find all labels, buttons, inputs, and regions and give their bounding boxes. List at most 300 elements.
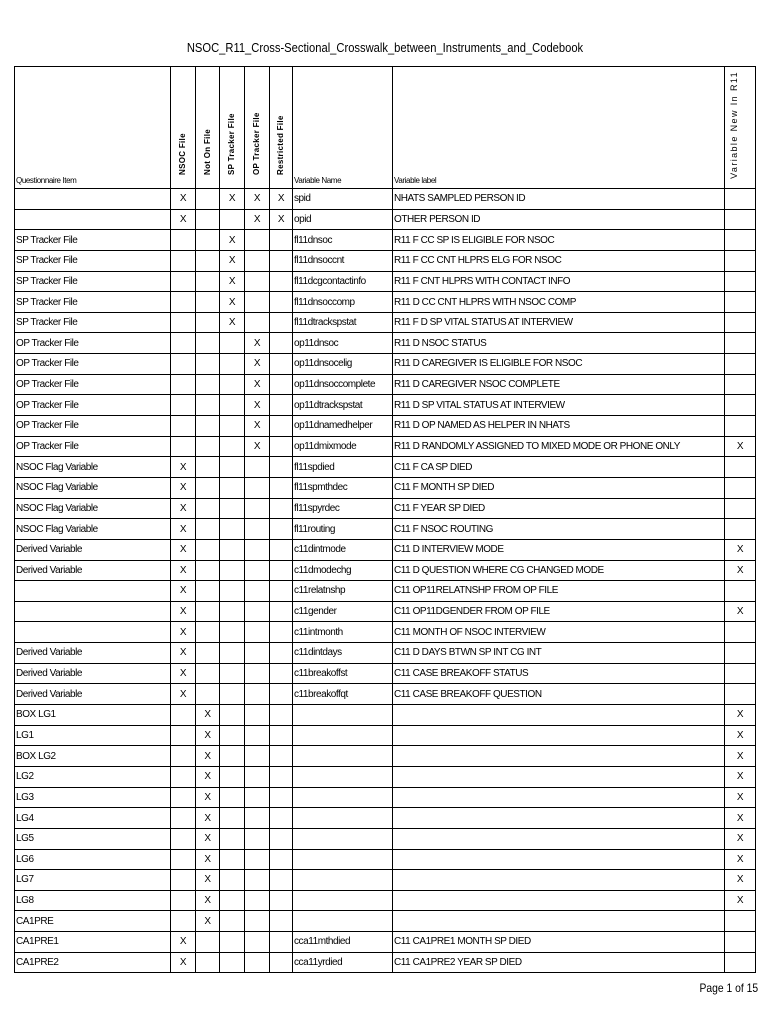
cell-restricted-file: X bbox=[270, 189, 293, 210]
cell-questionnaire-item: LG2 bbox=[15, 766, 171, 787]
header-op-tracker-file-label: OP Tracker File bbox=[252, 112, 261, 175]
cell-variable-name bbox=[293, 890, 393, 911]
cell-variable-label: R11 F CNT HLPRS WITH CONTACT INFO bbox=[393, 271, 725, 292]
cell-nsoc-file bbox=[171, 271, 196, 292]
cell-restricted-file bbox=[270, 952, 293, 973]
cell-not-on-file bbox=[196, 189, 220, 210]
cell-nsoc-file: X bbox=[171, 932, 196, 953]
table-row bbox=[15, 952, 756, 973]
cell-restricted-file bbox=[270, 312, 293, 333]
cell-variable-new bbox=[725, 271, 756, 292]
cell-variable-new bbox=[725, 333, 756, 354]
cell-nsoc-file bbox=[171, 725, 196, 746]
cell-questionnaire-item: CA1PRE bbox=[15, 911, 171, 932]
cell-variable-new bbox=[725, 230, 756, 251]
cell-sp-tracker-file bbox=[220, 684, 245, 705]
cell-op-tracker-file bbox=[245, 477, 270, 498]
cell-variable-name: opid bbox=[293, 209, 393, 230]
cell-not-on-file bbox=[196, 292, 220, 313]
table-row bbox=[15, 932, 756, 953]
cell-nsoc-file: X bbox=[171, 519, 196, 540]
cell-sp-tracker-file bbox=[220, 581, 245, 602]
cell-op-tracker-file bbox=[245, 870, 270, 891]
table-row bbox=[15, 457, 756, 478]
cell-restricted-file bbox=[270, 663, 293, 684]
cell-variable-new bbox=[725, 952, 756, 973]
cell-questionnaire-item: Derived Variable bbox=[15, 539, 171, 560]
cell-variable-new bbox=[725, 622, 756, 643]
cell-restricted-file bbox=[270, 746, 293, 767]
cell-restricted-file bbox=[270, 766, 293, 787]
header-questionnaire-item: Questionnaire Item bbox=[15, 67, 171, 189]
cell-restricted-file bbox=[270, 705, 293, 726]
cell-op-tracker-file bbox=[245, 230, 270, 251]
cell-sp-tracker-file bbox=[220, 477, 245, 498]
header-variable-new-label: Variable New In R11 bbox=[729, 71, 739, 179]
header-sp-tracker-file bbox=[220, 67, 245, 189]
cell-variable-label bbox=[393, 890, 725, 911]
cell-variable-new: X bbox=[725, 870, 756, 891]
cell-op-tracker-file bbox=[245, 250, 270, 271]
cell-not-on-file: X bbox=[196, 849, 220, 870]
cell-op-tracker-file bbox=[245, 787, 270, 808]
cell-questionnaire-item: LG7 bbox=[15, 870, 171, 891]
table-row bbox=[15, 312, 756, 333]
cell-variable-label: C11 F NSOC ROUTING bbox=[393, 519, 725, 540]
cell-questionnaire-item: BOX LG2 bbox=[15, 746, 171, 767]
cell-not-on-file bbox=[196, 271, 220, 292]
cell-sp-tracker-file bbox=[220, 622, 245, 643]
cell-questionnaire-item bbox=[15, 601, 171, 622]
cell-sp-tracker-file bbox=[220, 849, 245, 870]
cell-questionnaire-item: CA1PRE2 bbox=[15, 952, 171, 973]
cell-questionnaire-item: Derived Variable bbox=[15, 643, 171, 664]
table-row bbox=[15, 230, 756, 251]
cell-not-on-file bbox=[196, 663, 220, 684]
cell-questionnaire-item: OP Tracker File bbox=[15, 416, 171, 437]
cell-variable-name bbox=[293, 911, 393, 932]
cell-variable-new: X bbox=[725, 539, 756, 560]
header-restricted-file bbox=[270, 67, 293, 189]
table-row bbox=[15, 766, 756, 787]
cell-restricted-file bbox=[270, 477, 293, 498]
cell-not-on-file bbox=[196, 539, 220, 560]
cell-variable-name bbox=[293, 849, 393, 870]
cell-nsoc-file: X bbox=[171, 209, 196, 230]
cell-nsoc-file bbox=[171, 230, 196, 251]
cell-nsoc-file bbox=[171, 705, 196, 726]
cell-variable-label bbox=[393, 705, 725, 726]
cell-variable-new bbox=[725, 643, 756, 664]
cell-nsoc-file bbox=[171, 416, 196, 437]
cell-op-tracker-file: X bbox=[245, 416, 270, 437]
cell-op-tracker-file bbox=[245, 292, 270, 313]
cell-variable-name: c11intmonth bbox=[293, 622, 393, 643]
cell-sp-tracker-file bbox=[220, 952, 245, 973]
cell-op-tracker-file bbox=[245, 746, 270, 767]
table-row bbox=[15, 828, 756, 849]
cell-sp-tracker-file bbox=[220, 601, 245, 622]
cell-variable-name: op11dnsocelig bbox=[293, 354, 393, 375]
cell-op-tracker-file: X bbox=[245, 209, 270, 230]
cell-questionnaire-item: Derived Variable bbox=[15, 560, 171, 581]
cell-sp-tracker-file: X bbox=[220, 250, 245, 271]
cell-restricted-file bbox=[270, 539, 293, 560]
cell-variable-label bbox=[393, 746, 725, 767]
cell-nsoc-file bbox=[171, 312, 196, 333]
table-row bbox=[15, 395, 756, 416]
cell-variable-new bbox=[725, 292, 756, 313]
cell-nsoc-file: X bbox=[171, 622, 196, 643]
cell-sp-tracker-file bbox=[220, 828, 245, 849]
cell-not-on-file bbox=[196, 312, 220, 333]
cell-op-tracker-file bbox=[245, 725, 270, 746]
cell-variable-label: R11 D SP VITAL STATUS AT INTERVIEW bbox=[393, 395, 725, 416]
cell-variable-name: op11dmixmode bbox=[293, 436, 393, 457]
table-row bbox=[15, 705, 756, 726]
cell-variable-name bbox=[293, 766, 393, 787]
cell-variable-new bbox=[725, 312, 756, 333]
cell-sp-tracker-file bbox=[220, 354, 245, 375]
cell-questionnaire-item: OP Tracker File bbox=[15, 395, 171, 416]
cell-op-tracker-file bbox=[245, 601, 270, 622]
cell-sp-tracker-file bbox=[220, 395, 245, 416]
cell-restricted-file bbox=[270, 684, 293, 705]
cell-not-on-file bbox=[196, 209, 220, 230]
cell-sp-tracker-file bbox=[220, 539, 245, 560]
cell-nsoc-file bbox=[171, 746, 196, 767]
cell-variable-label bbox=[393, 828, 725, 849]
header-variable-label: Variable label bbox=[393, 67, 725, 189]
cell-sp-tracker-file bbox=[220, 436, 245, 457]
cell-variable-name: fl11spdied bbox=[293, 457, 393, 478]
table-row bbox=[15, 539, 756, 560]
cell-questionnaire-item: LG5 bbox=[15, 828, 171, 849]
cell-op-tracker-file bbox=[245, 766, 270, 787]
cell-variable-new bbox=[725, 663, 756, 684]
cell-questionnaire-item: BOX LG1 bbox=[15, 705, 171, 726]
cell-questionnaire-item: OP Tracker File bbox=[15, 374, 171, 395]
cell-variable-new: X bbox=[725, 601, 756, 622]
cell-not-on-file bbox=[196, 416, 220, 437]
cell-variable-new bbox=[725, 581, 756, 602]
cell-restricted-file bbox=[270, 498, 293, 519]
cell-nsoc-file bbox=[171, 333, 196, 354]
cell-restricted-file bbox=[270, 725, 293, 746]
cell-not-on-file bbox=[196, 374, 220, 395]
cell-restricted-file bbox=[270, 828, 293, 849]
cell-variable-name: fl11routing bbox=[293, 519, 393, 540]
cell-nsoc-file bbox=[171, 395, 196, 416]
cell-variable-label bbox=[393, 911, 725, 932]
table-row bbox=[15, 663, 756, 684]
cell-variable-new bbox=[725, 684, 756, 705]
cell-variable-name: cca11yrdied bbox=[293, 952, 393, 973]
cell-variable-label: R11 D OP NAMED AS HELPER IN NHATS bbox=[393, 416, 725, 437]
cell-op-tracker-file bbox=[245, 519, 270, 540]
table-row bbox=[15, 622, 756, 643]
cell-nsoc-file: X bbox=[171, 498, 196, 519]
cell-questionnaire-item: OP Tracker File bbox=[15, 333, 171, 354]
cell-variable-new bbox=[725, 395, 756, 416]
cell-op-tracker-file bbox=[245, 849, 270, 870]
cell-questionnaire-item bbox=[15, 581, 171, 602]
cell-variable-label: C11 CA1PRE2 YEAR SP DIED bbox=[393, 952, 725, 973]
cell-nsoc-file: X bbox=[171, 601, 196, 622]
cell-not-on-file bbox=[196, 436, 220, 457]
cell-variable-new bbox=[725, 250, 756, 271]
cell-variable-new: X bbox=[725, 725, 756, 746]
cell-restricted-file bbox=[270, 622, 293, 643]
cell-op-tracker-file: X bbox=[245, 395, 270, 416]
table-row bbox=[15, 725, 756, 746]
table-row bbox=[15, 643, 756, 664]
cell-not-on-file: X bbox=[196, 870, 220, 891]
cell-sp-tracker-file bbox=[220, 209, 245, 230]
cell-variable-name bbox=[293, 787, 393, 808]
cell-restricted-file bbox=[270, 870, 293, 891]
table-row bbox=[15, 601, 756, 622]
cell-restricted-file bbox=[270, 890, 293, 911]
cell-not-on-file bbox=[196, 230, 220, 251]
crosswalk-table bbox=[14, 66, 756, 973]
page-number: Page 1 of 15 bbox=[699, 981, 758, 995]
cell-questionnaire-item: SP Tracker File bbox=[15, 250, 171, 271]
cell-sp-tracker-file bbox=[220, 560, 245, 581]
cell-variable-new: X bbox=[725, 746, 756, 767]
cell-restricted-file: X bbox=[270, 209, 293, 230]
cell-restricted-file bbox=[270, 601, 293, 622]
cell-questionnaire-item: NSOC Flag Variable bbox=[15, 498, 171, 519]
cell-sp-tracker-file bbox=[220, 643, 245, 664]
cell-op-tracker-file bbox=[245, 271, 270, 292]
cell-variable-label: C11 F YEAR SP DIED bbox=[393, 498, 725, 519]
cell-questionnaire-item: LG3 bbox=[15, 787, 171, 808]
cell-questionnaire-item: NSOC Flag Variable bbox=[15, 457, 171, 478]
cell-variable-label: R11 D CAREGIVER NSOC COMPLETE bbox=[393, 374, 725, 395]
cell-variable-name: c11dmodechg bbox=[293, 560, 393, 581]
table-row bbox=[15, 374, 756, 395]
cell-not-on-file bbox=[196, 622, 220, 643]
cell-questionnaire-item: SP Tracker File bbox=[15, 292, 171, 313]
cell-op-tracker-file bbox=[245, 828, 270, 849]
cell-sp-tracker-file bbox=[220, 787, 245, 808]
table-row bbox=[15, 684, 756, 705]
cell-op-tracker-file bbox=[245, 560, 270, 581]
cell-op-tracker-file bbox=[245, 663, 270, 684]
cell-op-tracker-file: X bbox=[245, 189, 270, 210]
cell-variable-name: c11dintdays bbox=[293, 643, 393, 664]
cell-variable-new: X bbox=[725, 828, 756, 849]
cell-variable-label: C11 OP11DGENDER FROM OP FILE bbox=[393, 601, 725, 622]
cell-nsoc-file: X bbox=[171, 684, 196, 705]
cell-op-tracker-file bbox=[245, 890, 270, 911]
cell-variable-label bbox=[393, 849, 725, 870]
cell-sp-tracker-file bbox=[220, 766, 245, 787]
cell-op-tracker-file bbox=[245, 808, 270, 829]
table-row bbox=[15, 808, 756, 829]
cell-restricted-file bbox=[270, 787, 293, 808]
cell-nsoc-file bbox=[171, 808, 196, 829]
cell-not-on-file: X bbox=[196, 766, 220, 787]
cell-variable-name: op11dnsoccomplete bbox=[293, 374, 393, 395]
cell-variable-name bbox=[293, 870, 393, 891]
cell-not-on-file bbox=[196, 250, 220, 271]
cell-variable-new bbox=[725, 374, 756, 395]
cell-questionnaire-item: OP Tracker File bbox=[15, 354, 171, 375]
cell-restricted-file bbox=[270, 250, 293, 271]
cell-restricted-file bbox=[270, 581, 293, 602]
cell-variable-new bbox=[725, 477, 756, 498]
cell-questionnaire-item: LG6 bbox=[15, 849, 171, 870]
cell-sp-tracker-file bbox=[220, 498, 245, 519]
header-variable-name: Variable Name bbox=[293, 67, 393, 189]
cell-nsoc-file bbox=[171, 250, 196, 271]
cell-op-tracker-file: X bbox=[245, 436, 270, 457]
cell-variable-label: C11 CASE BREAKOFF STATUS bbox=[393, 663, 725, 684]
cell-variable-label bbox=[393, 870, 725, 891]
cell-questionnaire-item bbox=[15, 209, 171, 230]
cell-variable-new: X bbox=[725, 849, 756, 870]
cell-variable-new bbox=[725, 519, 756, 540]
cell-sp-tracker-file bbox=[220, 374, 245, 395]
cell-variable-label bbox=[393, 808, 725, 829]
cell-nsoc-file bbox=[171, 292, 196, 313]
cell-op-tracker-file: X bbox=[245, 354, 270, 375]
cell-not-on-file bbox=[196, 581, 220, 602]
cell-sp-tracker-file bbox=[220, 870, 245, 891]
cell-variable-label bbox=[393, 766, 725, 787]
cell-variable-name: c11gender bbox=[293, 601, 393, 622]
cell-nsoc-file: X bbox=[171, 952, 196, 973]
cell-not-on-file: X bbox=[196, 828, 220, 849]
cell-not-on-file bbox=[196, 333, 220, 354]
cell-sp-tracker-file: X bbox=[220, 292, 245, 313]
cell-variable-name: c11dintmode bbox=[293, 539, 393, 560]
cell-variable-label: R11 D NSOC STATUS bbox=[393, 333, 725, 354]
cell-nsoc-file: X bbox=[171, 560, 196, 581]
cell-sp-tracker-file bbox=[220, 333, 245, 354]
cell-op-tracker-file: X bbox=[245, 333, 270, 354]
table-header-row bbox=[15, 67, 756, 189]
cell-not-on-file bbox=[196, 457, 220, 478]
table-row bbox=[15, 292, 756, 313]
cell-not-on-file bbox=[196, 498, 220, 519]
cell-variable-name: c11relatnshp bbox=[293, 581, 393, 602]
cell-questionnaire-item: SP Tracker File bbox=[15, 312, 171, 333]
cell-restricted-file bbox=[270, 457, 293, 478]
cell-variable-label: C11 D DAYS BTWN SP INT CG INT bbox=[393, 643, 725, 664]
header-restricted-file-label: Restricted File bbox=[276, 115, 285, 175]
cell-variable-name bbox=[293, 828, 393, 849]
cell-restricted-file bbox=[270, 436, 293, 457]
cell-variable-label: C11 F CA SP DIED bbox=[393, 457, 725, 478]
cell-nsoc-file: X bbox=[171, 643, 196, 664]
cell-variable-new bbox=[725, 498, 756, 519]
cell-variable-new: X bbox=[725, 766, 756, 787]
cell-variable-new: X bbox=[725, 890, 756, 911]
cell-sp-tracker-file: X bbox=[220, 189, 245, 210]
table-row bbox=[15, 436, 756, 457]
cell-variable-label: R11 F CC CNT HLPRS ELG FOR NSOC bbox=[393, 250, 725, 271]
cell-nsoc-file bbox=[171, 374, 196, 395]
cell-variable-new bbox=[725, 354, 756, 375]
header-sp-tracker-file-label: SP Tracker File bbox=[227, 113, 236, 175]
header-not-on-file-label: Not On File bbox=[202, 129, 212, 175]
table-row bbox=[15, 581, 756, 602]
cell-questionnaire-item: LG8 bbox=[15, 890, 171, 911]
cell-questionnaire-item: NSOC Flag Variable bbox=[15, 477, 171, 498]
cell-questionnaire-item: SP Tracker File bbox=[15, 230, 171, 251]
cell-nsoc-file bbox=[171, 766, 196, 787]
cell-variable-name bbox=[293, 808, 393, 829]
cell-nsoc-file: X bbox=[171, 457, 196, 478]
cell-variable-name: cca11mthdied bbox=[293, 932, 393, 953]
cell-nsoc-file: X bbox=[171, 477, 196, 498]
cell-not-on-file: X bbox=[196, 787, 220, 808]
cell-nsoc-file bbox=[171, 828, 196, 849]
cell-variable-label: R11 D CC CNT HLPRS WITH NSOC COMP bbox=[393, 292, 725, 313]
cell-questionnaire-item: OP Tracker File bbox=[15, 436, 171, 457]
cell-variable-new bbox=[725, 416, 756, 437]
cell-op-tracker-file bbox=[245, 312, 270, 333]
cell-variable-name: fl11dnsoccomp bbox=[293, 292, 393, 313]
cell-nsoc-file: X bbox=[171, 539, 196, 560]
cell-not-on-file bbox=[196, 643, 220, 664]
cell-variable-label: C11 OP11RELATNSHP FROM OP FILE bbox=[393, 581, 725, 602]
cell-sp-tracker-file bbox=[220, 705, 245, 726]
cell-restricted-file bbox=[270, 333, 293, 354]
header-nsoc-file-label: NSOC File bbox=[178, 133, 187, 175]
cell-restricted-file bbox=[270, 416, 293, 437]
cell-not-on-file bbox=[196, 519, 220, 540]
cell-variable-label bbox=[393, 787, 725, 808]
cell-op-tracker-file bbox=[245, 911, 270, 932]
cell-restricted-file bbox=[270, 292, 293, 313]
cell-op-tracker-file bbox=[245, 684, 270, 705]
cell-nsoc-file bbox=[171, 870, 196, 891]
cell-variable-name: c11breakoffqt bbox=[293, 684, 393, 705]
table-row bbox=[15, 890, 756, 911]
cell-restricted-file bbox=[270, 911, 293, 932]
table-row bbox=[15, 354, 756, 375]
cell-not-on-file bbox=[196, 477, 220, 498]
cell-restricted-file bbox=[270, 643, 293, 664]
header-variable-new bbox=[725, 67, 756, 189]
cell-sp-tracker-file bbox=[220, 932, 245, 953]
cell-variable-new bbox=[725, 189, 756, 210]
cell-variable-new bbox=[725, 911, 756, 932]
cell-variable-name: fl11spmthdec bbox=[293, 477, 393, 498]
cell-variable-name: op11dtrackspstat bbox=[293, 395, 393, 416]
cell-sp-tracker-file: X bbox=[220, 312, 245, 333]
cell-variable-label: C11 D QUESTION WHERE CG CHANGED MODE bbox=[393, 560, 725, 581]
cell-variable-name: spid bbox=[293, 189, 393, 210]
cell-op-tracker-file bbox=[245, 581, 270, 602]
cell-restricted-file bbox=[270, 230, 293, 251]
cell-questionnaire-item: NSOC Flag Variable bbox=[15, 519, 171, 540]
table-row bbox=[15, 271, 756, 292]
cell-variable-name: fl11spyrdec bbox=[293, 498, 393, 519]
cell-not-on-file: X bbox=[196, 705, 220, 726]
table-row bbox=[15, 333, 756, 354]
table-row bbox=[15, 849, 756, 870]
cell-op-tracker-file bbox=[245, 705, 270, 726]
cell-op-tracker-file bbox=[245, 622, 270, 643]
cell-variable-label: R11 D CAREGIVER IS ELIGIBLE FOR NSOC bbox=[393, 354, 725, 375]
cell-variable-new: X bbox=[725, 560, 756, 581]
cell-variable-label: C11 MONTH OF NSOC INTERVIEW bbox=[393, 622, 725, 643]
